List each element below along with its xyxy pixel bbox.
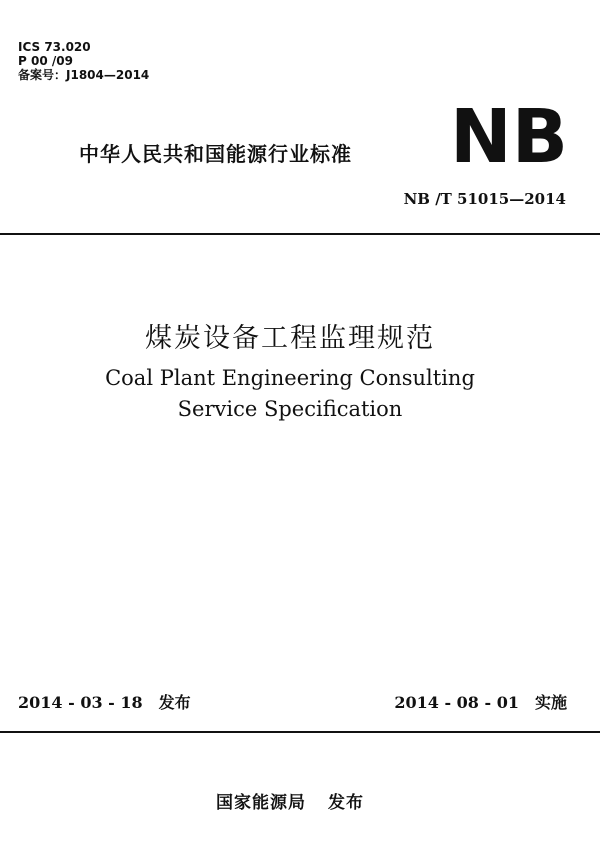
footer-divider: [0, 731, 600, 733]
title-chinese: 煤炭设备工程监理规范: [145, 323, 435, 354]
implement-date-row: [394, 690, 567, 713]
record-number: 备案号：J1804—2014: [18, 68, 150, 82]
title-english-line1: Coal Plant Engineering Consulting: [105, 366, 475, 390]
standard-number: NB /T 51015—2014: [403, 190, 566, 208]
classification-block: [18, 40, 149, 82]
header-divider: [0, 233, 600, 235]
nb-logo-text: NB: [450, 100, 568, 170]
publish-date-row: [18, 690, 191, 713]
p-code: P 00 /09: [18, 54, 73, 68]
implement-label: 实施: [534, 693, 567, 712]
publish-date: 2014 - 03 - 18: [18, 693, 143, 712]
title-english-line2: Service Specification: [177, 397, 403, 421]
ics-code: ICS 73.020: [18, 40, 91, 54]
nb-logo: [449, 100, 569, 170]
issuer-line: [0, 788, 580, 813]
implement-date: 2014 - 08 - 01: [394, 693, 519, 712]
issuer-name: 国家能源局: [216, 793, 306, 813]
publish-label: 发布: [158, 693, 191, 712]
issuer-action: 发布: [328, 793, 364, 813]
industry-standard-title: 中华人民共和国能源行业标准: [79, 142, 352, 166]
